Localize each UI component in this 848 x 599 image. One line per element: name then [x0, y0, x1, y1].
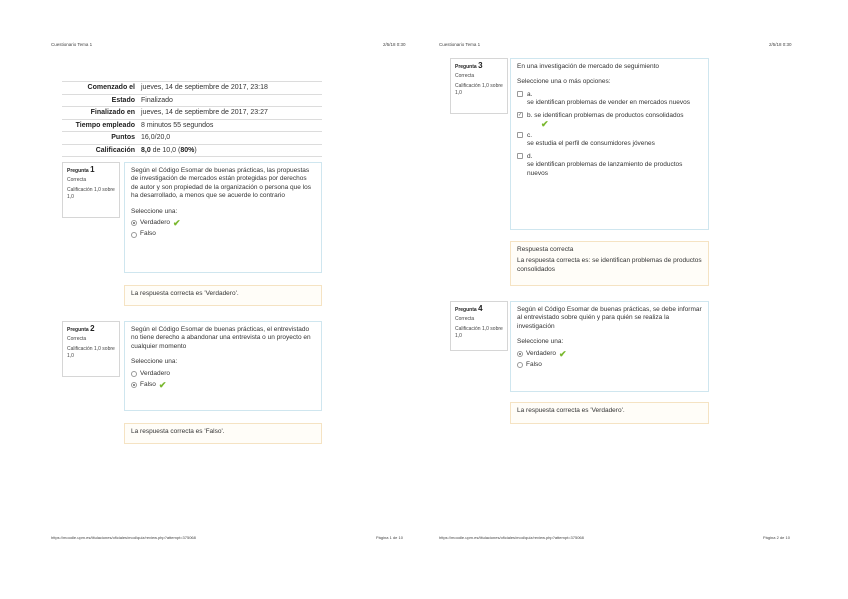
- question-content-3: [510, 58, 709, 230]
- page-header-title: Cuestionario Tema 1: [439, 42, 481, 47]
- summary-row: Estado Finalizado: [62, 94, 322, 107]
- summary-row: Tiempo empleado 8 minutos 55 segundos: [62, 119, 322, 132]
- question-feedback-1: La respuesta correcta es 'Verdadero'.: [124, 285, 322, 306]
- checkmark-icon: ✔: [559, 348, 567, 359]
- attempt-summary-table: [62, 81, 322, 157]
- checkbox-icon[interactable]: [517, 153, 523, 159]
- option-a[interactable]: a. se identifican problemas de vender en mercados nuevos: [517, 91, 702, 108]
- summary-row-grade: Calificación 8,0 de 10,0 (80%): [62, 144, 322, 158]
- option-verdadero[interactable]: Verdadero ✔: [517, 350, 702, 358]
- question-text: Según el Código Esomar de buenas prácticas, se debe informar al entrevistado sobre quién y para quién se realiza la investigación: [517, 306, 702, 330]
- feedback-text: La respuesta correcta es: se identifican problemas de productos consolidados: [517, 257, 702, 273]
- checkbox-icon[interactable]: [517, 91, 523, 97]
- page-footer-url: https://moodle.upm.es/titulaciones/oficiales/mod/quiz/review.php?attempt=375068: [51, 535, 196, 540]
- question-text: Según el Código Esomar de buenas prácticas, las propuestas de investigación de mercados están protegidas por derechos de autor y son propiedad de la organización o persona que los ha desarrollado, a menos que se acuerde lo contrario: [131, 167, 311, 200]
- question-info-1: Pregunta 1 Correcta Calificación 1,0 sobre 1,0: [62, 162, 120, 218]
- question-feedback-4: La respuesta correcta es 'Verdadero'.: [510, 402, 709, 424]
- checkmark-icon: ✔: [158, 380, 167, 391]
- question-info-3: Pregunta 3 Correcta Calificación 1,0 sobre 1,0: [450, 58, 508, 114]
- question-content-2: [124, 321, 322, 411]
- page-footer-number: Página 2 de 10: [763, 535, 790, 540]
- radio-icon[interactable]: [517, 362, 523, 368]
- summary-row: Comenzado el jueves, 14 de septiembre de 2017, 23:18: [62, 81, 322, 94]
- checkbox-checked-icon[interactable]: ✓: [518, 111, 523, 118]
- page-footer-url: https://moodle.upm.es/titulaciones/oficiales/mod/quiz/review.php?attempt=375068: [439, 535, 584, 540]
- question-status: Correcta: [67, 336, 87, 342]
- question-grade: Calificación 1,0 sobre 1,0: [455, 326, 503, 339]
- question-grade: Calificación 1,0 sobre 1,0: [67, 346, 115, 359]
- question-prompt: Seleccione una:: [131, 358, 178, 366]
- question-status: Correcta: [455, 73, 475, 79]
- page-header-date: 2/5/18 0:30: [769, 42, 792, 47]
- summary-row: Puntos 16,0/20,0: [62, 131, 322, 144]
- question-prompt: Seleccione una o más opciones:: [517, 78, 611, 86]
- document-page-2: [424, 0, 848, 599]
- radio-selected-icon[interactable]: [131, 382, 137, 388]
- question-grade: Calificación 1,0 sobre 1,0: [67, 187, 115, 200]
- option-b[interactable]: ✓ b. se identifican problemas de productos consolidados ✔: [517, 112, 702, 128]
- feedback-title: Respuesta correcta: [517, 246, 574, 253]
- question-info-2: Pregunta 2 Correcta Calificación 1,0 sobre 1,0: [62, 321, 120, 377]
- checkmark-icon: ✔: [541, 119, 549, 130]
- option-c[interactable]: c. se estudia el perfil de consumidores jóvenes: [517, 132, 702, 149]
- page-header-date: 2/5/18 0:30: [383, 42, 406, 47]
- question-content-1: [124, 162, 322, 273]
- option-verdadero[interactable]: Verdadero ✔: [131, 219, 315, 227]
- question-content-4: [510, 301, 709, 392]
- question-prompt: Seleccione una:: [517, 338, 564, 346]
- option-verdadero[interactable]: Verdadero: [131, 370, 315, 378]
- checkmark-icon: ✔: [173, 218, 181, 229]
- question-status: Correcta: [67, 177, 87, 183]
- page-header-title: Cuestionario Tema 1: [51, 42, 93, 47]
- option-d[interactable]: d. se identifican problemas de lanzamiento de productos nuevos: [517, 153, 702, 178]
- option-falso[interactable]: Falso: [517, 361, 702, 369]
- radio-icon[interactable]: [131, 371, 137, 377]
- question-grade: Calificación 1,0 sobre 1,0: [455, 83, 503, 96]
- question-text: Según el Código Esomar de buenas prácticas, el entrevistado no tiene derecho a abandonar una entrevista o un proyecto en cualquier momento: [131, 326, 311, 350]
- page-footer-number: Página 1 de 10: [376, 535, 403, 540]
- radio-icon[interactable]: [131, 232, 137, 238]
- option-falso[interactable]: Falso ✔: [131, 381, 315, 389]
- question-text: En una investigación de mercado de seguimiento: [517, 63, 660, 70]
- question-status: Correcta: [455, 316, 475, 322]
- checkbox-icon[interactable]: [517, 132, 523, 138]
- radio-selected-icon[interactable]: [131, 220, 137, 226]
- question-feedback-3: [510, 241, 709, 286]
- radio-selected-icon[interactable]: [517, 351, 523, 357]
- option-falso[interactable]: Falso: [131, 230, 315, 238]
- question-prompt: Seleccione una:: [131, 207, 178, 215]
- summary-row: Finalizado en jueves, 14 de septiembre de 2017, 23:27: [62, 106, 322, 119]
- question-feedback-2: La respuesta correcta es 'Falso'.: [124, 423, 322, 444]
- question-info-4: Pregunta 4 Correcta Calificación 1,0 sobre 1,0: [450, 301, 508, 351]
